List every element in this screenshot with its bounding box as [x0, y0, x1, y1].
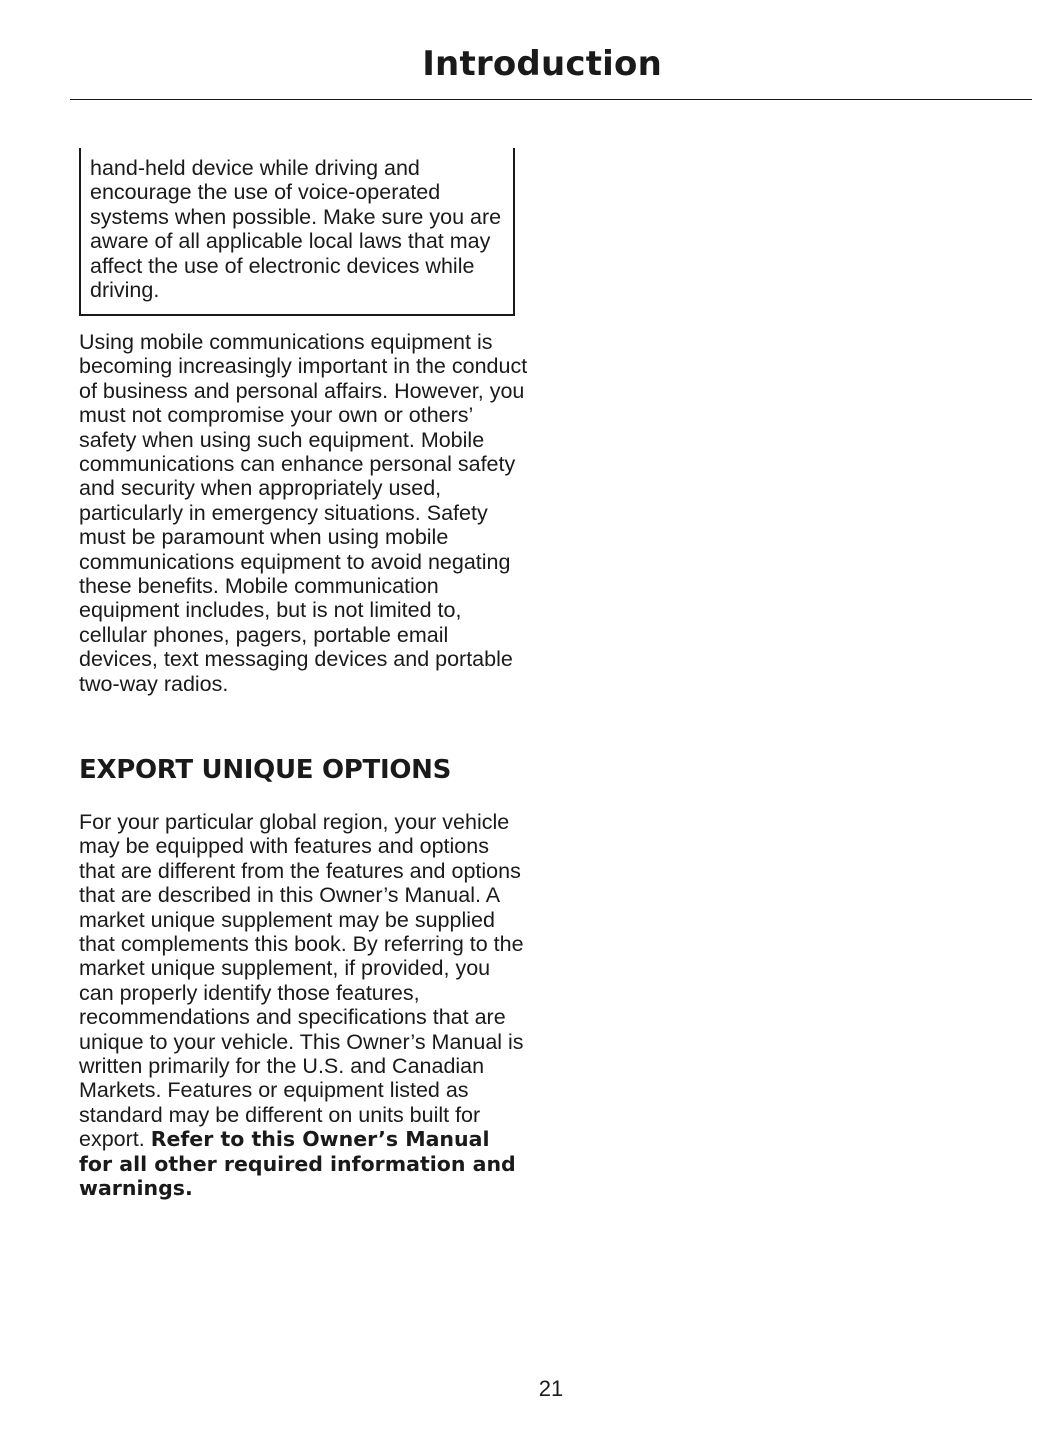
export-paragraph-text: For your particular global region, your vehicle may be equipped with features and options that are different from the features and options that are described in this Owner’s Manual. A market unique supplement may be supplied that complements this book. By referring to the market unique supplement, if provided, you can properly identify those features, recommendations and specifications that are unique to your vehicle. This Owner’s Manual is written primarily for the U.S. and Canadian Markets. Features or equipment listed as standard may be different on units built for export. — [79, 810, 524, 1152]
header-divider — [70, 99, 1032, 100]
page-number: 21 — [538, 1376, 564, 1401]
warning-box — [79, 148, 515, 316]
warning-text: hand-held device while driving and encourage the use of voice-operated systems when possible. Make sure you are aware of all applicable local laws that may affect the use of electronic devices while driving. — [90, 156, 502, 303]
export-unique-options-paragraph — [79, 810, 529, 1201]
mobile-communications-paragraph: Using mobile communications equipment is becoming increasingly important in the conduct of business and personal affairs. However, you must not compromise your own or others’ safety when using such equipment. Mobile communications can enhance personal safety and security when appropriately used, particularly in emergency situations. Safety must be paramount when using mobile communications equipment to avoid negating these benefits. Mobile communication equipment includes, but is not limited to, cellular phones, pagers, portable email devices, text messaging devices and portable two-way radios. — [79, 330, 528, 696]
export-unique-options-heading: EXPORT UNIQUE OPTIONS — [79, 755, 452, 785]
export-paragraph-bold-text: Refer to this Owner’s Manual for all other required information and warnings. — [79, 1127, 516, 1201]
page-header-title: Introduction — [422, 44, 662, 84]
